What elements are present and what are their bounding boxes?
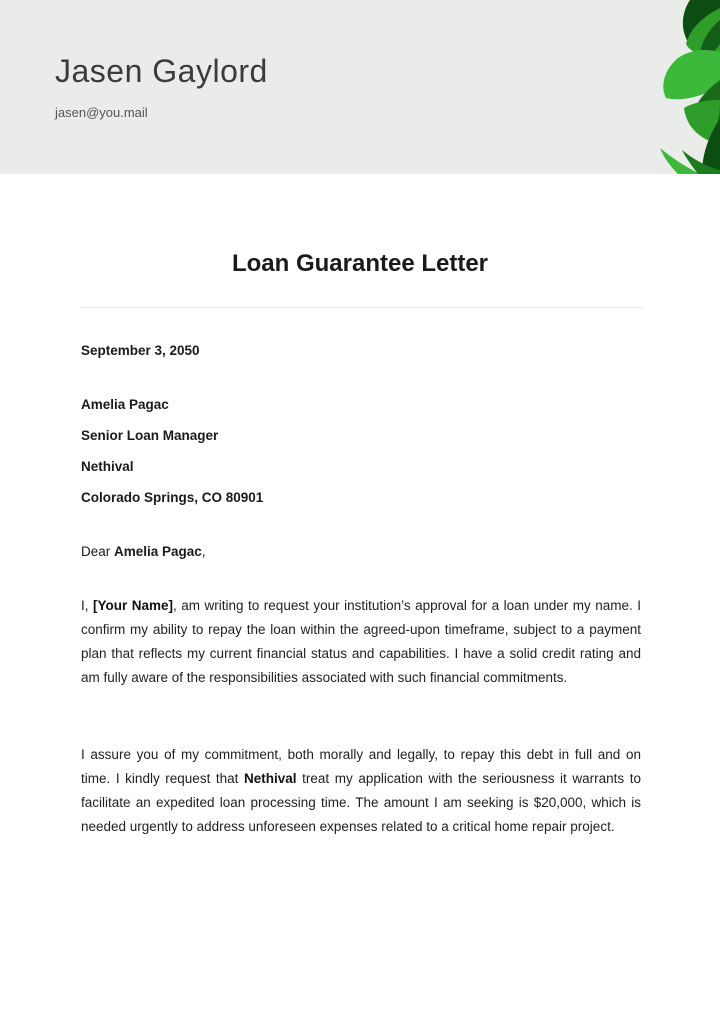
your-name-placeholder: [Your Name]: [93, 598, 174, 613]
salutation-name: Amelia Pagac: [114, 544, 202, 559]
paragraph-1-body: , am writing to request your institution’s approval for a loan under my name. I confirm my ability to repay the loan within the agreed-upon timeframe, subject to a payment plan that reflects my current financial status and capabilities. I have a solid credit rating and am fully aware of the responsibilities associated with such financial commitments.: [81, 598, 641, 685]
salutation-prefix: Dear: [81, 544, 115, 559]
salutation: [81, 543, 206, 561]
paragraph-2-intro: I assure you of my commitment, both morally and legally, to repay this debt in full and on time. I kindly request that: [81, 747, 641, 786]
letter-title: Loan Guarantee Letter: [231, 250, 489, 277]
title-divider: [81, 307, 643, 308]
sender-name: Jasen Gaylord: [55, 53, 268, 89]
paragraph-2-company: Nethival: [244, 771, 297, 786]
recipient-address: Colorado Springs, CO 80901: [81, 490, 264, 505]
letter-header: [0, 0, 720, 174]
leaf-decoration-icon: [620, 0, 720, 174]
sender-email: jasen@you.mail: [55, 105, 148, 120]
salutation-suffix: ,: [201, 544, 206, 559]
paragraph-1-intro: I,: [81, 598, 94, 613]
recipient-position: Senior Loan Manager: [81, 428, 219, 443]
recipient-name: Amelia Pagac: [81, 397, 169, 412]
body-paragraph-1: [81, 594, 641, 690]
paragraph-2-body: treat my application with the seriousness it warrants to facilitate an expedited loan processing time. The amount I am seeking is $20,000, which is needed urgently to address unforeseen expenses related to a critical home repair project.: [81, 771, 641, 834]
body-paragraph-2: [81, 743, 641, 839]
recipient-company: Nethival: [81, 459, 134, 474]
letter-date: September 3, 2050: [81, 343, 200, 358]
